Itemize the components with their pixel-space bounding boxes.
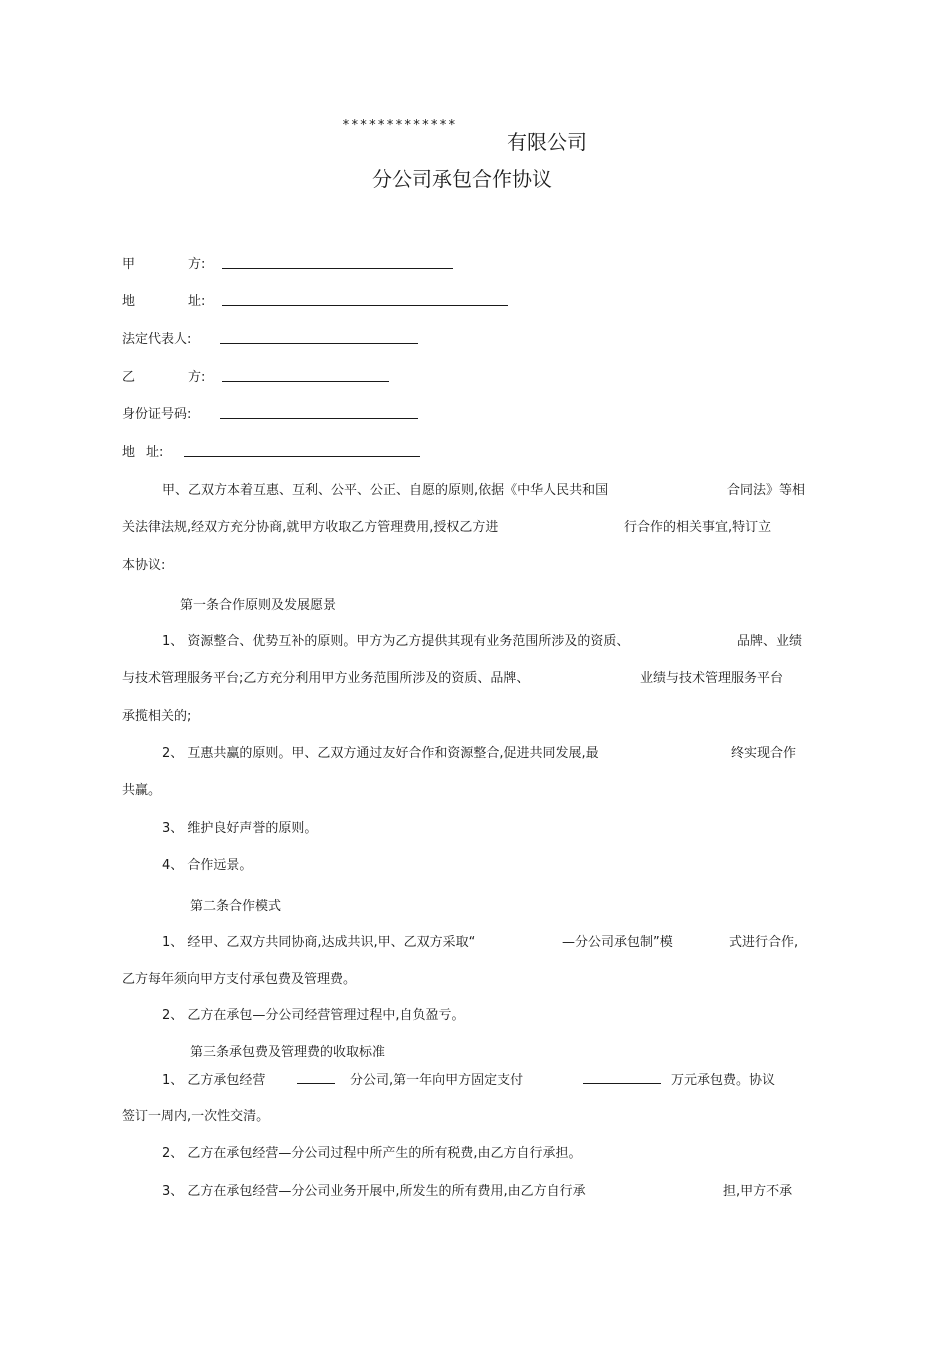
- intro-line1-a: 甲、乙双方本着互惠、互利、公平、公正、自愿的原则,依据《中华人民共和国: [162, 483, 609, 498]
- article1-item2-line1-b: 终实现合作: [731, 746, 797, 761]
- intro-line1-b: 合同法》等相: [727, 483, 806, 498]
- article3-heading: 第三条承包费及管理费的收取标准: [190, 1045, 386, 1060]
- intro-line2-a: 关法律法规,经双方充分协商,就甲方收取乙方管理费用,授权乙方进: [122, 520, 499, 535]
- address2-label-1: 地: [122, 445, 136, 460]
- article2-item1-line1-c: 式进行合作,: [729, 935, 799, 950]
- branch-name-blank: [297, 1083, 335, 1084]
- party-a-label-2: 方:: [188, 257, 206, 272]
- article2-item1-line1-a: 1、 经甲、乙双方共同协商,达成共识,甲、乙双方采取“: [162, 935, 476, 950]
- party-a-label-1: 甲: [122, 257, 136, 272]
- legal-rep-label: 法定代表人:: [122, 332, 192, 347]
- article1-item1-line1-a: 1、 资源整合、优势互补的原则。甲方为乙方提供其现有业务范围所涉及的资质、: [162, 634, 630, 649]
- article2-item1-line1-b: —分公司承包制”模: [562, 935, 673, 950]
- article1-item1-line2-b: 业绩与技术管理服务平台: [640, 671, 784, 686]
- company-suffix: 有限公司: [507, 130, 587, 154]
- article3-item3-b: 担,甲方不承: [723, 1184, 793, 1199]
- party-b-blank: [222, 381, 389, 382]
- legal-rep-blank: [220, 343, 418, 344]
- article1-item2-line1-a: 2、 互惠共赢的原则。甲、乙双方通过友好合作和资源整合,促进共同发展,最: [162, 746, 599, 761]
- intro-line3: 本协议:: [122, 558, 166, 573]
- id-number-blank: [220, 418, 418, 419]
- article2-heading: 第二条合作模式: [190, 899, 282, 914]
- address-label-1: 地: [122, 294, 136, 309]
- address-label-2: 址:: [188, 294, 206, 309]
- address2-blank: [184, 456, 420, 457]
- article1-heading: 第一条合作原则及发展愿景: [180, 598, 337, 613]
- party-a-blank: [222, 268, 453, 269]
- article3-item3-a: 3、 乙方在承包经营—分公司业务开展中,所发生的所有费用,由乙方自行承: [162, 1184, 586, 1199]
- amount-blank: [583, 1083, 661, 1084]
- address2-label-2: 址:: [146, 445, 164, 460]
- article1-item3: 3、 维护良好声誉的原则。: [162, 821, 318, 836]
- article3-item1-line2: 签订一周内,一次性交清。: [122, 1109, 270, 1124]
- document-title: 分公司承包合作协议: [372, 167, 552, 191]
- article2-item1-line2: 乙方每年须向甲方支付承包费及管理费。: [122, 972, 357, 987]
- article1-item4: 4、 合作远景。: [162, 858, 253, 873]
- company-name-placeholder: *************: [342, 118, 457, 133]
- article3-item2: 2、 乙方在承包经营—分公司过程中所产生的所有税费,由乙方自行承担。: [162, 1146, 582, 1161]
- article1-item2-line2: 共赢。: [122, 783, 162, 798]
- party-b-label-2: 方:: [188, 370, 206, 385]
- party-b-label-1: 乙: [122, 370, 136, 385]
- article1-item1-line1-b: 品牌、业绩: [737, 634, 803, 649]
- id-number-label: 身份证号码:: [122, 407, 192, 422]
- article3-item1-b: 分公司,第一年向甲方固定支付: [350, 1073, 524, 1088]
- article2-item2: 2、 乙方在承包—分公司经营管理过程中,自负盈亏。: [162, 1008, 465, 1023]
- intro-line2-b: 行合作的相关事宜,特订立: [624, 520, 772, 535]
- article1-item1-line2-a: 与技术管理服务平台;乙方充分利用甲方业务范围所涉及的资质、品牌、: [122, 671, 530, 686]
- article3-item1-c: 万元承包费。协议: [671, 1073, 776, 1088]
- article3-item1-a: 1、 乙方承包经营: [162, 1073, 266, 1088]
- address-blank: [222, 305, 508, 306]
- article1-item1-line3: 承揽相关的;: [122, 709, 192, 724]
